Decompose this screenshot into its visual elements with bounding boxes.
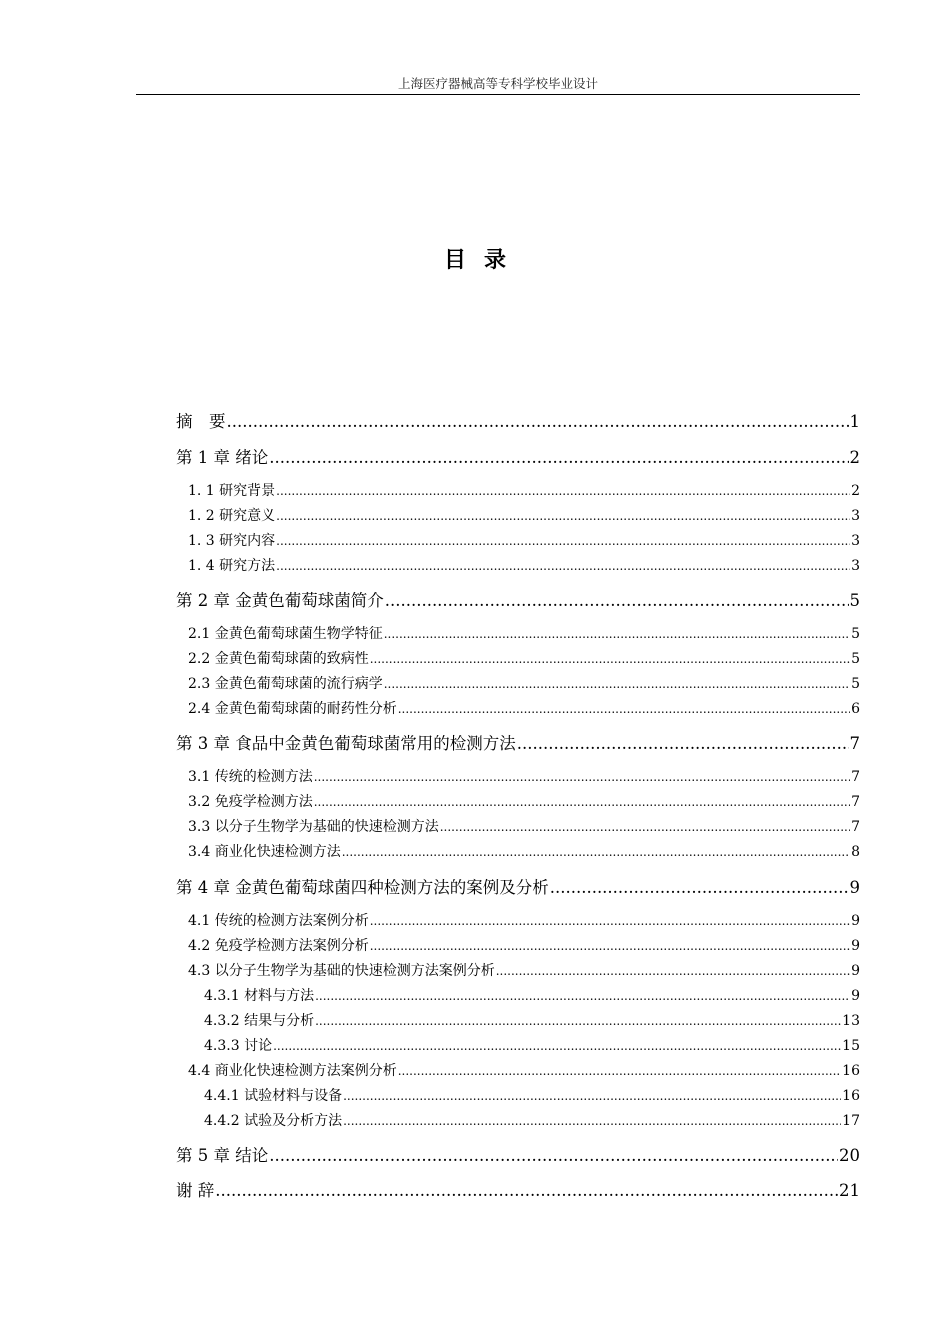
dot-leader — [398, 699, 850, 719]
toc-entry-4-3-3[interactable] — [204, 1036, 860, 1056]
toc-entry-acknowledgements[interactable] — [176, 1180, 860, 1202]
toc-entry-page: 15 — [842, 1038, 860, 1054]
header-text: 上海医疗器械高等专科学校毕业设计 — [397, 76, 598, 91]
toc-entry-chapter-2[interactable] — [176, 590, 860, 612]
toc-entry-page: 7 — [851, 794, 860, 810]
toc-entry-label: 3.2 免疫学检测方法 — [188, 794, 313, 810]
dot-leader — [550, 877, 849, 899]
dot-leader — [276, 531, 850, 551]
toc-entry-1-1[interactable] — [188, 481, 860, 501]
toc-entry-page: 13 — [842, 1013, 860, 1029]
toc-entry-label: 4.1 传统的检测方法案例分析 — [188, 913, 369, 929]
toc-entry-label: 1. 4 研究方法 — [188, 558, 276, 574]
toc-entry-label: 谢 辞 — [176, 1181, 215, 1200]
toc-entry-label: 第 2 章 金黄色葡萄球菌简介 — [176, 591, 384, 610]
toc-entry-3-3[interactable] — [188, 817, 860, 837]
toc-entry-label: 3.1 传统的检测方法 — [188, 769, 313, 785]
toc-entry-label: 4.3 以分子生物学为基础的快速检测方法案例分析 — [188, 963, 495, 979]
toc-entry-label: 4.3.1 材料与方法 — [204, 988, 315, 1004]
dot-leader — [384, 624, 850, 644]
toc-entry-2-1[interactable] — [188, 624, 860, 644]
dot-leader — [269, 1145, 838, 1167]
toc-entry-label: 3.4 商业化快速检测方法 — [188, 844, 341, 860]
toc-entry-page: 7 — [851, 769, 860, 785]
toc-entry-page: 3 — [851, 533, 860, 549]
toc-entry-1-2[interactable] — [188, 506, 860, 526]
toc-entry-label: 第 5 章 结论 — [176, 1146, 269, 1165]
toc-entry-page: 9 — [849, 878, 860, 897]
dot-leader — [314, 792, 850, 812]
toc-entry-2-4[interactable] — [188, 699, 860, 719]
dot-leader — [496, 961, 850, 981]
toc-entry-label: 4.4.1 试验材料与设备 — [204, 1088, 343, 1104]
dot-leader — [215, 1180, 838, 1202]
toc-entry-4-3-1[interactable] — [204, 986, 860, 1006]
toc-entry-page: 9 — [851, 913, 860, 929]
toc-entry-page: 3 — [851, 558, 860, 574]
toc-entry-4-3[interactable] — [188, 961, 860, 981]
toc-entry-page: 7 — [849, 734, 860, 753]
dot-leader — [276, 506, 850, 526]
toc-entry-chapter-3[interactable] — [176, 733, 860, 755]
dot-leader — [315, 1011, 841, 1031]
toc-entry-label: 4.2 免疫学检测方法案例分析 — [188, 938, 369, 954]
toc-entry-page: 9 — [851, 988, 860, 1004]
dot-leader — [370, 936, 850, 956]
dot-leader — [273, 1036, 841, 1056]
toc-entry-page: 5 — [851, 651, 860, 667]
toc-entry-4-1[interactable] — [188, 911, 860, 931]
dot-leader — [440, 817, 850, 837]
page-title: 目录 — [443, 248, 524, 273]
toc-entry-4-4[interactable] — [188, 1061, 860, 1081]
dot-leader — [398, 1061, 841, 1081]
toc-entry-page: 20 — [839, 1146, 860, 1165]
toc-entry-3-2[interactable] — [188, 792, 860, 812]
toc-entry-label: 第 1 章 绪论 — [176, 448, 269, 467]
toc-entry-2-2[interactable] — [188, 649, 860, 669]
toc-entry-label: 4.3.3 讨论 — [204, 1038, 273, 1054]
toc-entry-label: 4.4 商业化快速检测方法案例分析 — [188, 1063, 397, 1079]
toc-entry-page: 16 — [842, 1088, 860, 1104]
toc-entry-1-3[interactable] — [188, 531, 860, 551]
toc-entry-chapter-5[interactable] — [176, 1145, 860, 1167]
toc-entry-label: 摘 要 — [176, 412, 226, 431]
toc-entry-3-1[interactable] — [188, 767, 860, 787]
toc-entry-label: 4.3.2 结果与分析 — [204, 1013, 315, 1029]
dot-leader — [384, 674, 850, 694]
toc-entry-label: 1. 1 研究背景 — [188, 483, 276, 499]
dot-leader — [276, 481, 850, 501]
toc-entry-label: 3.3 以分子生物学为基础的快速检测方法 — [188, 819, 439, 835]
dot-leader — [314, 767, 850, 787]
dot-leader — [370, 649, 850, 669]
toc-entry-label: 1. 3 研究内容 — [188, 533, 276, 549]
toc-entry-label: 4.4.2 试验及分析方法 — [204, 1113, 343, 1129]
toc-entry-label: 第 3 章 食品中金黄色葡萄球菌常用的检测方法 — [176, 734, 516, 753]
dot-leader — [269, 447, 848, 469]
toc-entry-label: 2.4 金黄色葡萄球菌的耐药性分析 — [188, 701, 397, 717]
toc-entry-label: 2.3 金黄色葡萄球菌的流行病学 — [188, 676, 383, 692]
toc-entry-chapter-4[interactable] — [176, 877, 860, 899]
toc-entry-page: 2 — [849, 448, 860, 467]
dot-leader — [315, 986, 850, 1006]
dot-leader — [517, 733, 849, 755]
toc-entry-page: 7 — [851, 819, 860, 835]
toc-entry-page: 17 — [842, 1113, 860, 1129]
toc-entry-4-3-2[interactable] — [204, 1011, 860, 1031]
dot-leader — [342, 842, 850, 862]
toc-entry-page: 5 — [849, 591, 860, 610]
dot-leader — [370, 911, 850, 931]
toc-entry-page: 5 — [851, 676, 860, 692]
toc-entry-page: 1 — [849, 412, 860, 431]
toc-entry-page: 16 — [842, 1063, 860, 1079]
dot-leader — [227, 411, 849, 433]
toc-entry-4-4-2[interactable] — [204, 1111, 860, 1131]
toc-entry-chapter-1[interactable] — [176, 447, 860, 469]
toc-entry-page: 2 — [851, 483, 860, 499]
toc-entry-page: 5 — [851, 626, 860, 642]
toc-entry-page: 9 — [851, 963, 860, 979]
toc-entry-label: 1. 2 研究意义 — [188, 508, 276, 524]
dot-leader — [343, 1111, 841, 1131]
dot-leader — [343, 1086, 841, 1106]
toc-entry-2-3[interactable] — [188, 674, 860, 694]
toc-entry-page: 21 — [839, 1181, 860, 1200]
toc-entry-1-4[interactable] — [188, 556, 860, 576]
toc-entry-4-2[interactable] — [188, 936, 860, 956]
toc-entry-page: 6 — [851, 701, 860, 717]
toc-entry-label: 2.2 金黄色葡萄球菌的致病性 — [188, 651, 369, 667]
toc-entry-abstract[interactable] — [176, 411, 860, 433]
toc-entry-page: 9 — [851, 938, 860, 954]
toc-entry-page: 8 — [851, 844, 860, 860]
dot-leader — [385, 590, 849, 612]
toc-entry-page: 3 — [851, 508, 860, 524]
toc-entry-3-4[interactable] — [188, 842, 860, 862]
toc-entry-label: 2.1 金黄色葡萄球菌生物学特征 — [188, 626, 383, 642]
dot-leader — [276, 556, 850, 576]
toc-entry-label: 第 4 章 金黄色葡萄球菌四种检测方法的案例及分析 — [176, 878, 549, 897]
toc-entry-4-4-1[interactable] — [204, 1086, 860, 1106]
